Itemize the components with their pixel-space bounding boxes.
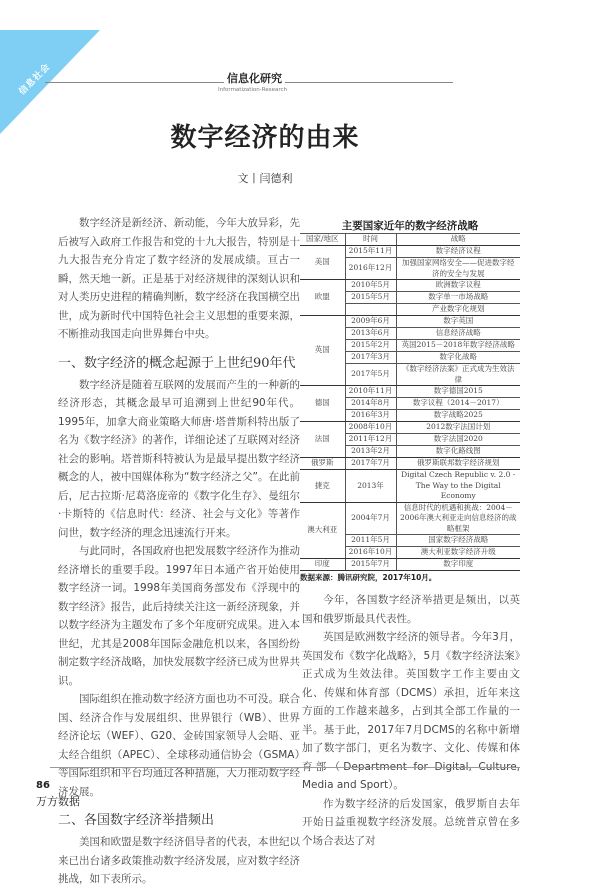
paragraph: 今年，各国数字经济举措更是频出，以英国和俄罗斯最具代表性。 xyxy=(302,594,520,625)
strategy-cell: 《数字经济法案》正式成为生效法律 xyxy=(396,364,520,386)
table-row xyxy=(300,502,520,535)
strategy-cell: 数字单一市场战略 xyxy=(396,292,520,304)
date-cell: 2010年11月 xyxy=(345,386,396,398)
table-source: 数据来源：腾讯研究院，2017年10月。 xyxy=(300,573,437,582)
strategy-cell: 数字英国 xyxy=(396,316,520,328)
left-column xyxy=(58,214,300,889)
country-cell: 英国 xyxy=(300,316,345,386)
country-cell: 美国 xyxy=(300,246,345,280)
strategy-cell: 数字战略2025 xyxy=(396,410,520,422)
article-author: 文丨闫德利 xyxy=(237,172,293,185)
country-cell: 澳大利亚 xyxy=(300,502,345,559)
date-cell: 2017年7月 xyxy=(345,458,396,470)
date-cell: 2017年5月 xyxy=(345,364,396,386)
date-cell: 2011年12月 xyxy=(345,434,396,446)
date-cell: 2004年7月 xyxy=(345,502,396,535)
table-row xyxy=(300,422,520,434)
country-cell: 德国 xyxy=(300,386,345,422)
strategy-cell: 数字法国2020 xyxy=(396,434,520,446)
table-row xyxy=(300,470,520,503)
page-number: 86 xyxy=(36,780,50,791)
date-cell: 2015年7月 xyxy=(345,559,396,571)
date-cell: 2013年 xyxy=(345,470,396,503)
footer-brand: 万方数据 xyxy=(36,795,80,808)
date-cell: 2015年11月 xyxy=(345,246,396,258)
country-cell: 印度 xyxy=(300,559,345,571)
date-cell xyxy=(345,304,396,316)
right-column-wrapper xyxy=(300,219,520,850)
strategy-cell: 欧洲数字议程 xyxy=(396,280,520,292)
table-row xyxy=(300,280,520,292)
strategy-cell: 2012数字法国计划 xyxy=(396,422,520,434)
strategy-cell: 数字德国2015 xyxy=(396,386,520,398)
country-cell: 捷克 xyxy=(300,470,345,503)
strategy-cell: 信息经济战略 xyxy=(396,328,520,340)
table-header: 时间 xyxy=(345,234,396,246)
country-cell: 俄罗斯 xyxy=(300,458,345,470)
strategy-cell: 数字印度 xyxy=(396,559,520,571)
section2-heading: 二、各国数字经济举措频出 xyxy=(58,813,215,828)
section-name: 信息化研究 xyxy=(224,72,285,85)
paragraph: 数字经济是随着互联网的发展而产生的一种新的经济形态，其概念最早可追溯到上世纪90年代。1995年，加拿大商业策略大师唐·塔普斯科特出版了名为《数字经济》的著作，详细论述了互联网对经济社会的影响。塔普斯科特被认为是最早提出数字经济概念的人，被中国媒体称为“数字经济之父”。在此前后，尼古拉斯·尼葛洛庞帝的《数字化生存》、曼纽尔·卡斯特的《信息时代：经济、社会与文化》等著作问世，数字经济的理念迅速流行开来。 xyxy=(58,378,300,539)
strategy-cell: 俄罗斯联邦数字经济规划 xyxy=(396,458,520,470)
date-cell: 2015年5月 xyxy=(345,292,396,304)
strategy-cell: 数字经济议程 xyxy=(396,246,520,258)
section-name-en: Informatization-Research xyxy=(218,87,287,93)
strategy-cell: 产业数字化规划 xyxy=(396,304,520,316)
paragraph: 国际组织在推动数字经济方面也功不可没。联合国、经济合作与发展组织、世界银行（WB）、世界经济论坛（WEF）、G20、金砖国家领导人会晤、亚太经合组织（APEC）、全球移动通信协会（GSMA）等国际组织和平台均通过各种措施，大力推动数字经济发展。 xyxy=(58,693,300,798)
table-row xyxy=(300,559,520,571)
table-row xyxy=(300,316,520,328)
section1-heading: 一、数字经济的概念起源于上世纪90年代 xyxy=(58,355,296,371)
paragraph: 作为数字经济的后发国家，俄罗斯自去年开始日益重视数字经济发展。总统普京曾在多个场合表达了对 xyxy=(302,797,520,847)
banner-label: 信息社会 xyxy=(17,61,53,98)
table-row xyxy=(300,458,520,470)
strategy-cell: 数字议程（2014－2017） xyxy=(396,398,520,410)
table-header: 国家/地区 xyxy=(300,234,345,246)
article-title: 数字经济的由来 xyxy=(170,123,360,153)
table-title: 主要国家近年的数字经济战略 xyxy=(341,220,479,232)
date-cell: 2008年10月 xyxy=(345,422,396,434)
paragraph: 美国和欧盟是数字经济倡导者的代表，本世纪以来已出台诸多政策推动数字经济发展，应对数字经济挑战，如下表所示。 xyxy=(58,836,300,885)
strategy-cell: 数字化路线图 xyxy=(396,446,520,458)
country-cell: 法国 xyxy=(300,422,345,458)
country-cell: 欧盟 xyxy=(300,280,345,316)
strategy-cell: 国家数字经济战略 xyxy=(396,535,520,547)
strategy-cell: Digital Czech Republic v. 2.0 - The Way to the Digital Economy xyxy=(396,470,520,503)
date-cell: 2014年8月 xyxy=(345,398,396,410)
date-cell: 2017年3月 xyxy=(345,352,396,364)
date-cell: 2016年3月 xyxy=(345,410,396,422)
footer-rule xyxy=(50,767,520,768)
strategy-table xyxy=(300,233,520,571)
intro-paragraph: 数字经济是新经济、新动能，今年大放异彩，先后被写入政府工作报告和党的十九大报告，特别是十九大报告充分肯定了数字经济的发展成绩。亘古一瞬，然天地一新。正是基于对经济规律的深刻认识和对人类历史进程的精确判断，数字经济在我国横空出世，成为新时代中国特色社会主义思想的重要来源，不断推动我国走向世界舞台中央。 xyxy=(58,217,300,340)
strategy-cell: 数字化战略 xyxy=(396,352,520,364)
date-cell: 2011年5月 xyxy=(345,535,396,547)
table-header: 战略 xyxy=(396,234,520,246)
date-cell: 2016年10月 xyxy=(345,547,396,559)
strategy-cell: 澳大利亚数字经济升级 xyxy=(396,547,520,559)
right-column xyxy=(300,591,520,850)
date-cell: 2013年2月 xyxy=(345,446,396,458)
strategy-cell: 信息时代的机遇和挑战：2004－2006年澳大利亚走向信息经济的战略框架 xyxy=(396,502,520,535)
table-row xyxy=(300,246,520,258)
strategy-cell: 英国2015－2018年数字经济战略 xyxy=(396,340,520,352)
strategy-cell: 加强国家网络安全——促进数字经济的安全与发展 xyxy=(396,258,520,280)
date-cell: 2013年6月 xyxy=(345,328,396,340)
date-cell: 2009年6月 xyxy=(345,316,396,328)
paragraph: 与此同时，各国政府也把发展数字经济作为推动经济增长的重要手段。1997年日本通产省开始使用数字经济一词。1998年美国商务部发布《浮现中的数字经济》报告，此后持续关注这一新经济现象，并以数字经济为主题发布了多个年度研究成果。进入本世纪，尤其是2008年国际金融危机以来，各国纷纷制定数字经济战略，加快发展数字经济已成为世界共识。 xyxy=(58,545,300,687)
table-row xyxy=(300,386,520,398)
date-cell: 2016年12月 xyxy=(345,258,396,280)
date-cell: 2010年5月 xyxy=(345,280,396,292)
paragraph: 英国是欧洲数字经济的领导者。今年3月，英国发布《数字化战略》，5月《数字经济法案》正式成为生效法律。英国数字工作主要由文化、传媒和体育部（DCMS）承担，近年来这方面的工作越来越多，占到其全部工作量的一半。基于此，2017年7月DCMS的名称中新增加了数字部门，更名为数字、文化、传媒和体育部（Department for Digital, Culture, Media and Sport）。 xyxy=(302,631,520,791)
date-cell: 2015年2月 xyxy=(345,340,396,352)
